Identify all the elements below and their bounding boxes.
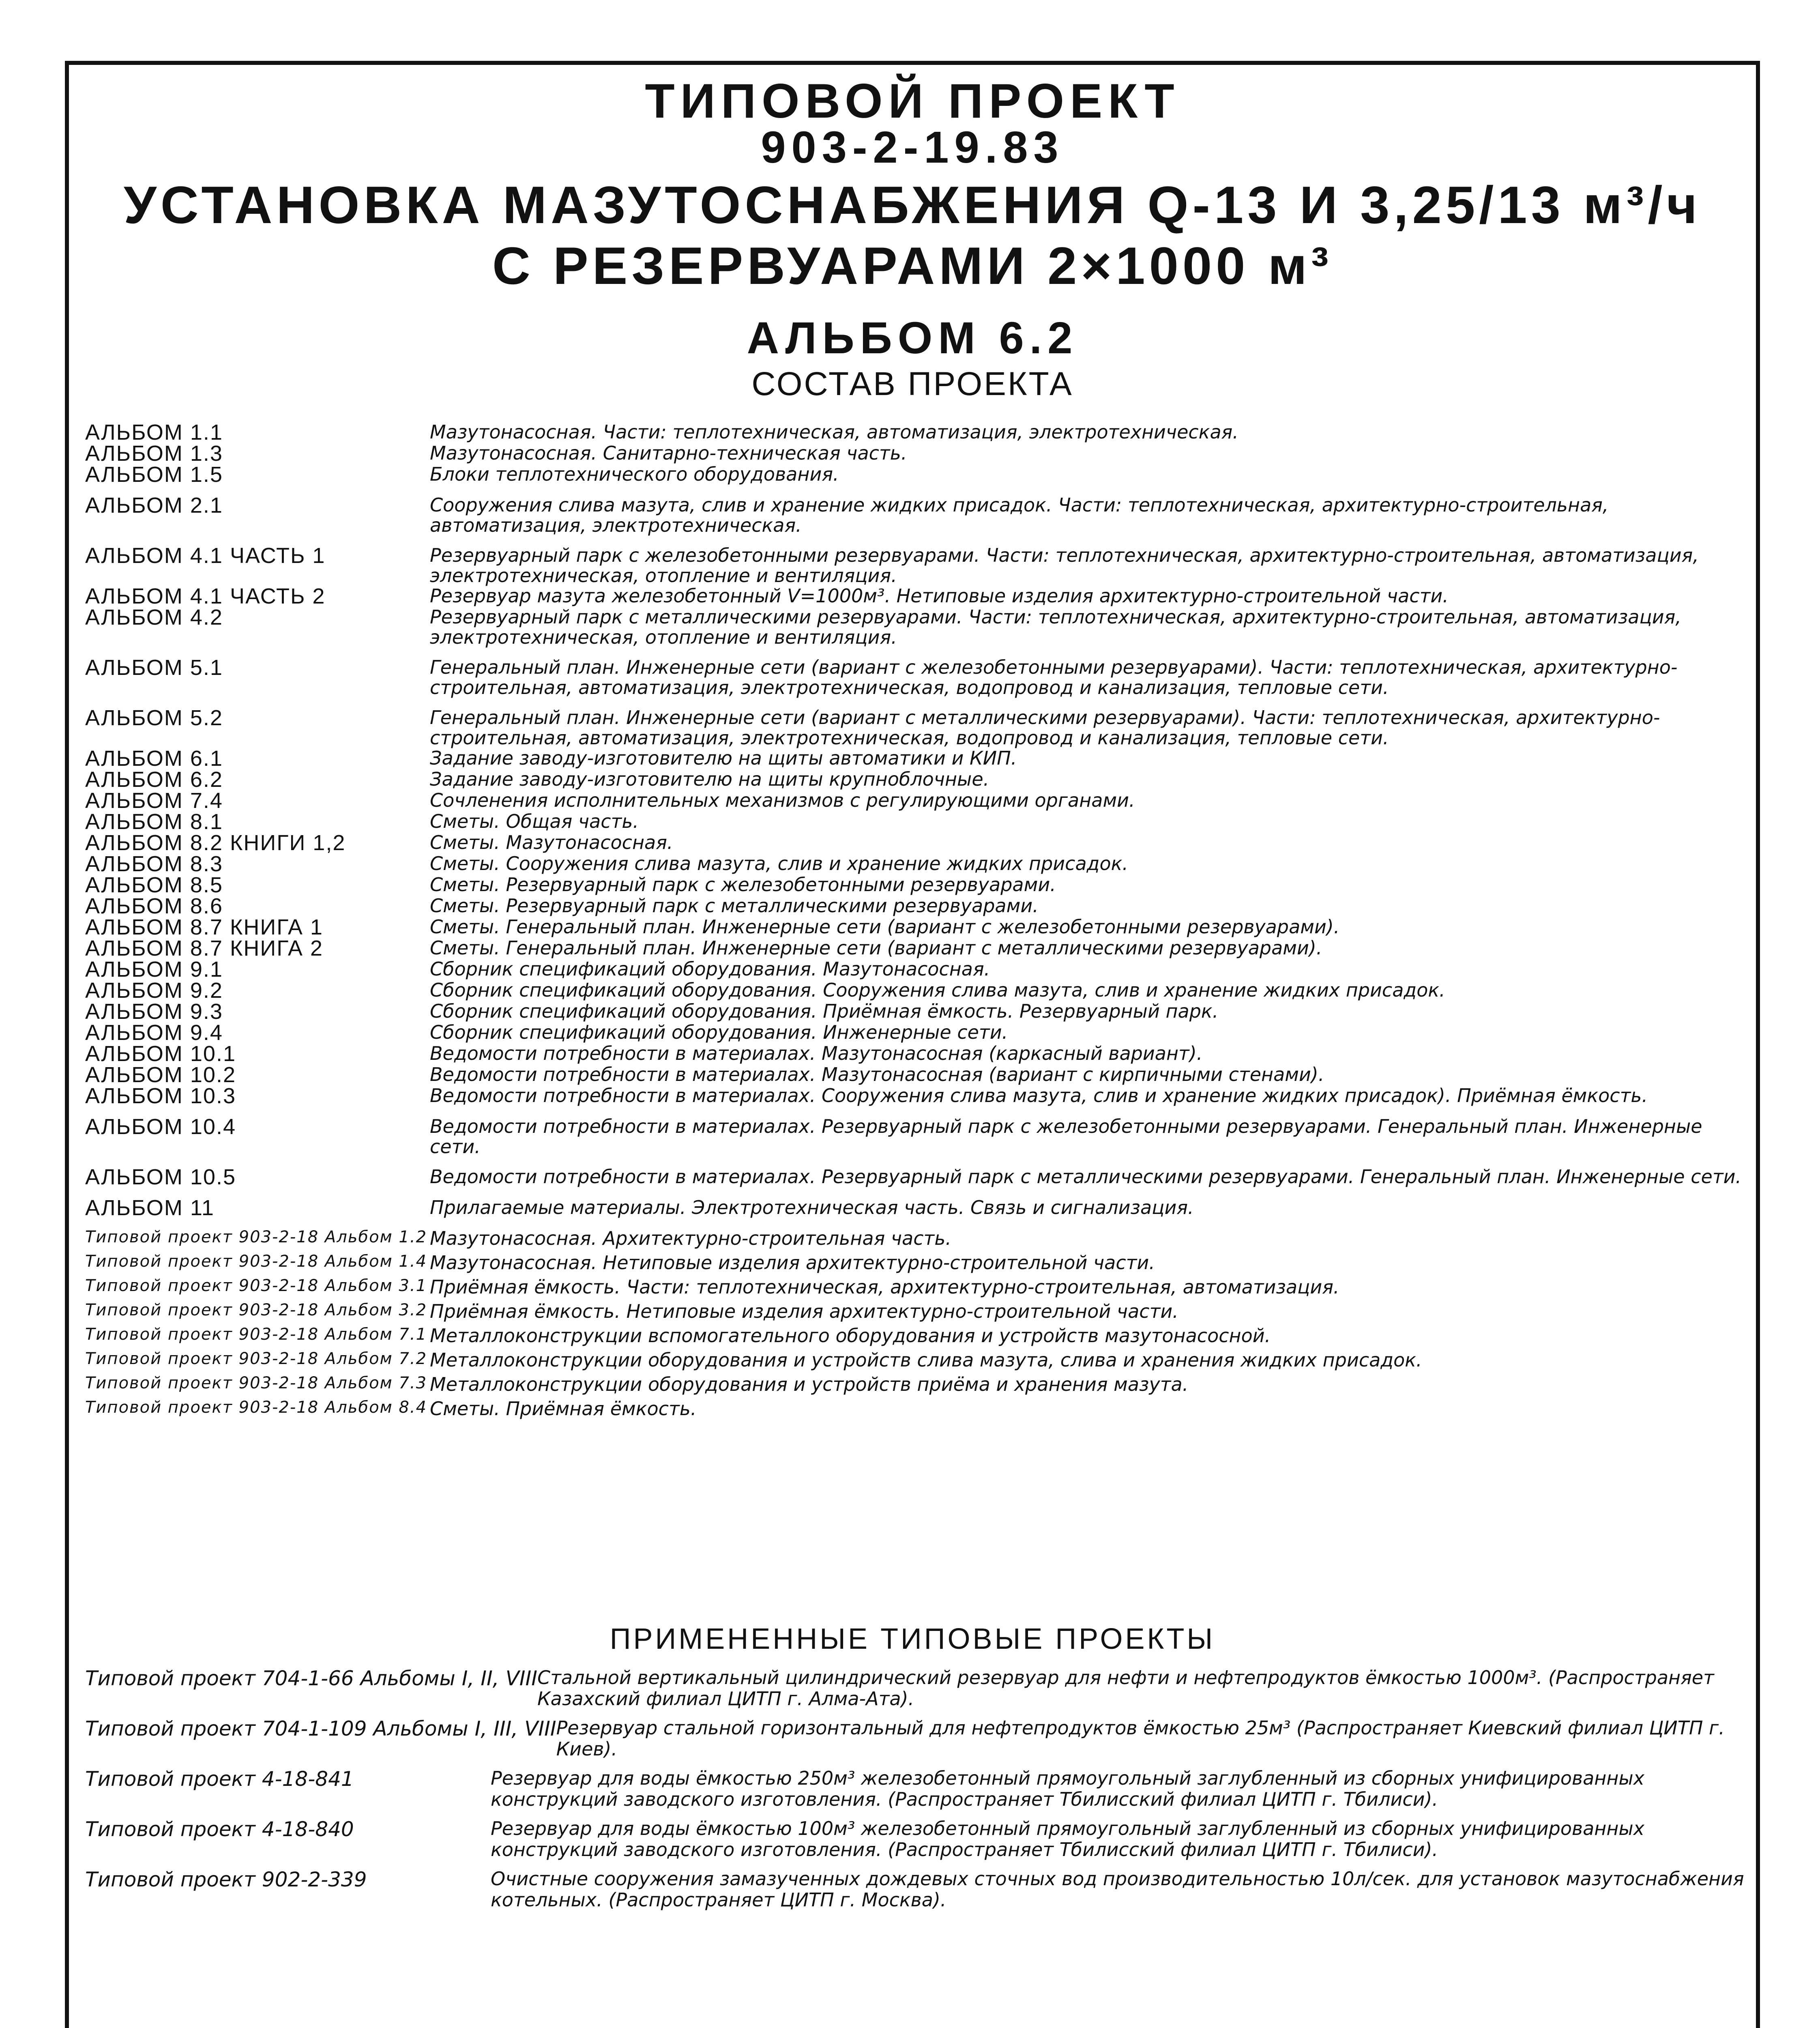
applied-project-description: Стальной вертикальный цилиндрический резервуар для нефти и нефтепродуктов ёмкостью 1000м³. (Распространяет Казахский филиал ЦИТП г. Алма-Ата). (537, 1667, 1714, 1710)
typical-project-row (85, 1301, 1748, 1321)
applied-project-label: Типовой проект 704-1-66 Альбомы I, II, VIII (85, 1667, 538, 1690)
album-label: АЛЬБОМ 10.1 (85, 1042, 236, 1066)
drawing-sheet (65, 61, 1760, 2028)
album-label: АЛЬБОМ 9.3 (85, 999, 223, 1024)
typical-project-description: Металлоконструкции оборудования и устройств слива мазута, слива и хранения жидких присадок. (430, 1349, 1422, 1371)
applied-project-label: Типовой проект 704-1-109 Альбомы I, III, VIII (85, 1717, 556, 1740)
composition-row (85, 1167, 1748, 1188)
album-label: АЛЬБОМ 5.1 (85, 655, 223, 680)
typical-project-row (85, 1252, 1748, 1273)
applied-project-row (85, 1667, 1748, 1709)
album-label: АЛЬБОМ 10.5 (85, 1165, 236, 1189)
title-typical-project: ТИПОВОЙ ПРОЕКТ (645, 74, 1180, 128)
album-description: Блоки теплотехнического оборудования. (430, 463, 839, 485)
album-label: АЛЬБОМ 8.6 (85, 894, 223, 918)
applied-project-row (85, 1717, 1748, 1759)
composition-row (85, 748, 1748, 769)
album-description: Сметы. Резервуарный парк с металлическими резервуарами. (430, 895, 1039, 917)
album-description: Задание заводу-изготовителю на щиты автоматики и КИП. (430, 747, 1017, 769)
album-label: АЛЬБОМ 8.3 (85, 852, 223, 876)
applied-project-row (85, 1868, 1748, 1910)
album-label: АЛЬБОМ 2.1 (85, 493, 223, 518)
album-description: Сметы. Общая часть. (430, 810, 639, 832)
typical-project-description: Металлоконструкции оборудования и устройств приёма и хранения мазута. (430, 1373, 1189, 1395)
project-number: 903-2-19.83 (761, 122, 1064, 172)
typical-project-row (85, 1374, 1748, 1394)
album-label: АЛЬБОМ 8.5 (85, 873, 223, 897)
album-label: АЛЬБОМ 9.2 (85, 978, 223, 1003)
typical-project-row (85, 1277, 1748, 1297)
album-description: Резервуар мазута железобетонный V=1000м³. Нетиповые изделия архитектурно-строительной части. (430, 585, 1449, 607)
composition-row (85, 545, 1748, 586)
applied-project-description: Резервуар для воды ёмкостью 100м³ железобетонный прямоугольный заглубленный из сборных унифицированных конструкций заводского изготовления. (Распространяет Тбилисский филиал ЦИТП г. Тбилиси). (491, 1817, 1644, 1860)
composition-row (85, 1001, 1748, 1022)
typical-project-label: Типовой проект 903-2-18 Альбом 1.2 (85, 1228, 427, 1246)
album-description: Резервуарный парк с металлическими резервуарами. Части: теплотехническая, архитектурно-строительная, автоматизация, электротехническая, отопление и вентиляция. (430, 606, 1681, 648)
album-description: Прилагаемые материалы. Электротехническая часть. Связь и сигнализация. (430, 1197, 1194, 1218)
album-description: Сборник спецификаций оборудования. Сооружения слива мазута, слив и хранение жидких присадок. (430, 979, 1445, 1001)
typical-project-description: Металлоконструкции вспомогательного оборудования и устройств мазутонасосной. (430, 1325, 1271, 1347)
applied-project-label: Типовой проект 902-2-339 (85, 1868, 367, 1891)
album-description: Сооружения слива мазута, слив и хранение жидких присадок. Части: теплотехническая, архитектурно-строительная, автоматизация, электротехническая. (430, 494, 1609, 536)
album-title: АЛЬБОМ 6.2 (747, 313, 1078, 363)
album-description: Ведомости потребности в материалах. Мазутонасосная (вариант с кирпичными стенами). (430, 1063, 1324, 1085)
composition-row (85, 959, 1748, 980)
album-description: Сметы. Генеральный план. Инженерные сети (вариант с металлическими резервуарами). (430, 937, 1322, 959)
applied-project-description: Резервуар стальной горизонтальный для нефтепродуктов ёмкостью 25м³ (Распространяет Киевский филиал ЦИТП г. Киев). (556, 1717, 1725, 1760)
album-description: Сметы. Мазутонасосная. (430, 831, 673, 853)
album-description: Ведомости потребности в материалах. Мазутонасосная (каркасный вариант). (430, 1042, 1203, 1064)
composition-row (85, 790, 1748, 811)
album-label: АЛЬБОМ 9.1 (85, 957, 223, 982)
applied-projects-list (85, 1667, 1748, 1918)
composition-row (85, 896, 1748, 917)
album-description: Генеральный план. Инженерные сети (вариант с металлическими резервуарами). Части: теплотехническая, архитектурно-строительная, автоматизация, электротехническая, водопровод и канализация, тепловые сети. (430, 707, 1660, 749)
composition-row (85, 811, 1748, 832)
typical-project-label: Типовой проект 903-2-18 Альбом 3.2 (85, 1301, 427, 1319)
composition-row (85, 938, 1748, 959)
composition-row (85, 1116, 1748, 1157)
applied-project-label: Типовой проект 4-18-840 (85, 1817, 354, 1841)
typical-project-label: Типовой проект 903-2-18 Альбом 7.1 (85, 1325, 427, 1344)
applied-projects-heading: ПРИМЕНЕННЫЕ ТИПОВЫЕ ПРОЕКТЫ (610, 1623, 1215, 1655)
album-label: АЛЬБОМ 6.1 (85, 746, 223, 771)
album-label: АЛЬБОМ 1.5 (85, 462, 223, 487)
album-label: АЛЬБОМ 8.7 КНИГА 2 (85, 936, 323, 960)
typical-project-label: Типовой проект 903-2-18 Альбом 7.3 (85, 1374, 427, 1392)
album-description: Сборник спецификаций оборудования. Инженерные сети. (430, 1021, 1008, 1043)
typical-project-label: Типовой проект 903-2-18 Альбом 3.1 (85, 1276, 427, 1295)
composition-row (85, 422, 1748, 443)
composition-row (85, 707, 1748, 748)
album-description: Мазутонасосная. Санитарно-техническая часть. (430, 442, 907, 464)
composition-list (85, 422, 1748, 1419)
album-label: АЛЬБОМ 4.1 ЧАСТЬ 1 (85, 544, 326, 568)
typical-project-description: Мазутонасосная. Нетиповые изделия архитектурно-строительной части. (430, 1252, 1155, 1274)
applied-project-row (85, 1768, 1748, 1810)
album-label: АЛЬБОМ 10.2 (85, 1063, 236, 1087)
album-description: Ведомости потребности в материалах. Сооружения слива мазута, слив и хранение жидких присадок). Приёмная ёмкость. (430, 1085, 1648, 1106)
album-label: АЛЬБОМ 1.3 (85, 441, 223, 466)
typical-project-description: Сметы. Приёмная ёмкость. (430, 1398, 697, 1420)
composition-row (85, 980, 1748, 1001)
album-label: АЛЬБОМ 8.2 КНИГИ 1,2 (85, 831, 346, 855)
album-label: АЛЬБОМ 7.4 (85, 788, 223, 813)
typical-project-row (85, 1326, 1748, 1346)
album-description: Сборник спецификаций оборудования. Приёмная ёмкость. Резервуарный парк. (430, 1000, 1219, 1022)
album-description: Генеральный план. Инженерные сети (вариант с железобетонными резервуарами). Части: теплотехническая, архитектурно-строительная, автоматизация, электротехническая, водопровод и канализация, тепловые сети. (430, 656, 1678, 698)
typical-project-description: Мазутонасосная. Архитектурно-строительная часть. (430, 1227, 952, 1249)
applied-project-description: Резервуар для воды ёмкостью 250м³ железобетонный прямоугольный заглубленный из сборных унифицированных конструкций заводского изготовления. (Распространяет Тбилисский филиал ЦИТП г. Тбилиси). (491, 1767, 1644, 1810)
album-label: АЛЬБОМ 6.2 (85, 767, 223, 792)
composition-row (85, 1197, 1748, 1218)
composition-row (85, 917, 1748, 938)
composition-heading: СОСТАВ ПРОЕКТА (751, 365, 1073, 402)
project-title-line2: С РЕЗЕРВУАРАМИ 2×1000 м³ (492, 236, 1333, 295)
composition-row (85, 874, 1748, 896)
composition-row (85, 586, 1748, 607)
album-label: АЛЬБОМ 9.4 (85, 1020, 223, 1045)
composition-row (85, 853, 1748, 874)
typical-project-label: Типовой проект 903-2-18 Альбом 7.2 (85, 1349, 427, 1368)
album-description: Задание заводу-изготовителю на щиты крупноблочные. (430, 768, 989, 790)
applied-project-description: Очистные сооружения замазученных дождевых сточных вод производительностью 10л/сек. для установок мазутоснабжения котельных. (Распространяет ЦИТП г. Москва). (491, 1868, 1744, 1911)
composition-row (85, 464, 1748, 485)
composition-row (85, 1064, 1748, 1085)
project-title-line1: УСТАНОВКА МАЗУТОСНАБЖЕНИЯ Q-13 И 3,25/13 м³/ч (123, 175, 1702, 234)
composition-row (85, 1022, 1748, 1043)
composition-row (85, 832, 1748, 853)
album-description: Сметы. Резервуарный парк с железобетонными резервуарами. (430, 874, 1056, 896)
applied-project-row (85, 1818, 1748, 1860)
composition-row (85, 607, 1748, 647)
album-label: АЛЬБОМ 4.2 (85, 605, 223, 629)
album-label: АЛЬБОМ 10.4 (85, 1115, 236, 1139)
album-label: АЛЬБОМ 4.1 ЧАСТЬ 2 (85, 584, 326, 608)
album-label: АЛЬБОМ 1.1 (85, 420, 223, 445)
typical-project-label: Типовой проект 903-2-18 Альбом 1.4 (85, 1252, 427, 1271)
composition-row (85, 657, 1748, 698)
typical-project-row (85, 1228, 1748, 1248)
album-label: АЛЬБОМ 8.7 КНИГА 1 (85, 915, 323, 939)
applied-project-label: Типовой проект 4-18-841 (85, 1767, 354, 1791)
album-description: Мазутонасосная. Части: теплотехническая, автоматизация, электротехническая. (430, 421, 1238, 443)
typical-project-description: Приёмная ёмкость. Нетиповые изделия архитектурно-строительной части. (430, 1300, 1178, 1322)
album-label: АЛЬБОМ 5.2 (85, 706, 223, 730)
album-description: Сметы. Сооружения слива мазута, слив и хранение жидких присадок. (430, 853, 1129, 874)
typical-project-label: Типовой проект 903-2-18 Альбом 8.4 (85, 1398, 427, 1417)
composition-row (85, 1043, 1748, 1064)
album-description: Ведомости потребности в материалах. Резервуарный парк с железобетонными резервуарами. Генеральный план. Инженерные сети. (430, 1115, 1702, 1158)
composition-row (85, 495, 1748, 535)
composition-row (85, 443, 1748, 464)
typical-project-row (85, 1350, 1748, 1370)
typical-project-row (85, 1399, 1748, 1419)
album-description: Сметы. Генеральный план. Инженерные сети (вариант с железобетонными резервуарами). (430, 916, 1340, 938)
album-label: АЛЬБОМ 10.3 (85, 1084, 236, 1108)
album-description: Сочленения исполнительных механизмов с регулирующими органами. (430, 789, 1135, 811)
typical-project-description: Приёмная ёмкость. Части: теплотехническая, архитектурно-строительная, автоматизация. (430, 1276, 1339, 1298)
composition-row (85, 1085, 1748, 1106)
album-label: АЛЬБОМ 11 (85, 1196, 215, 1220)
album-description: Сборник спецификаций оборудования. Мазутонасосная. (430, 958, 990, 980)
album-description: Ведомости потребности в материалах. Резервуарный парк с металлическими резервуарами. Генеральный план. Инженерные сети. (430, 1166, 1742, 1188)
album-description: Резервуарный парк с железобетонными резервуарами. Части: теплотехническая, архитектурно-строительная, автоматизация, электротехническая, отопление и вентиляция. (430, 544, 1699, 586)
composition-row (85, 769, 1748, 790)
album-label: АЛЬБОМ 8.1 (85, 810, 223, 834)
